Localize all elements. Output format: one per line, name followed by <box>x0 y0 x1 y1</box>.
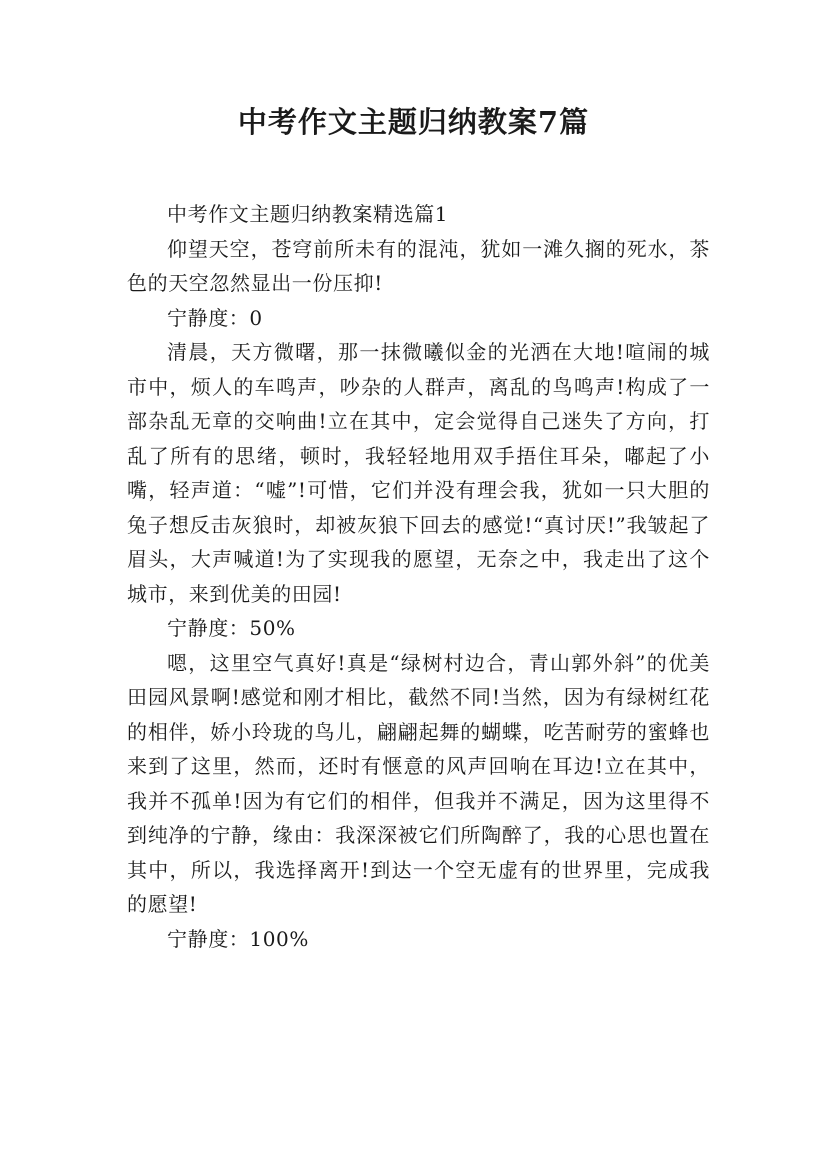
document-title: 中考作文主题归纳教案7篇 <box>237 105 590 139</box>
section-heading: 中考作文主题归纳教案精选篇1 <box>167 202 449 226</box>
paragraph: 清晨，天方微曙，那一抹微曦似金的光洒在大地!喧闹的城市中，烦人的车鸣声，吵杂的人群声，离乱的鸟鸣声!构成了一部杂乱无章的交响曲!立在其中，定会觉得自己迷失了方向，打乱了所有的思绪，顿时，我轻轻地用双手捂住耳朵，嘟起了小嘴，轻声道：“嘘”!可惜，它们并没有理会我，犹如一只大胆的兔子想反击灰狼时，却被灰狼下回去的感觉!“真讨厌!”我皱起了眉头，大声喊道!为了实现我的愿望，无奈之中，我走出了这个城市，来到优美的田园! <box>127 340 710 606</box>
tranquility-level: 宁静度：50% <box>167 616 296 640</box>
tranquility-level: 宁静度：100% <box>167 926 309 951</box>
document-body <box>127 197 710 956</box>
paragraph: 仰望天空，苍穹前所未有的混沌，犹如一滩久搁的死水，茶色的天空忽然显出一份压抑! <box>127 236 710 295</box>
tranquility-level: 宁静度：0 <box>167 305 263 330</box>
paragraph: 嗯，这里空气真好!真是“绿树村边合，青山郭外斜”的优美田园风景啊!感觉和刚才相比，截然不同!当然，因为有绿树红花的相伴，娇小玲珑的鸟儿，翩翩起舞的蝴蝶，吃苦耐劳的蜜蜂也来到了这里，然而，还时有惬意的风声回响在耳边!立在其中，我并不孤单!因为有它们的相伴，但我并不满足，因为这里得不到纯净的宁静，缘由：我深深被它们所陶醉了，我的心思也置在其中，所以，我选择离开!到达一个空无虚有的世界里，完成我的愿望! <box>127 650 710 916</box>
